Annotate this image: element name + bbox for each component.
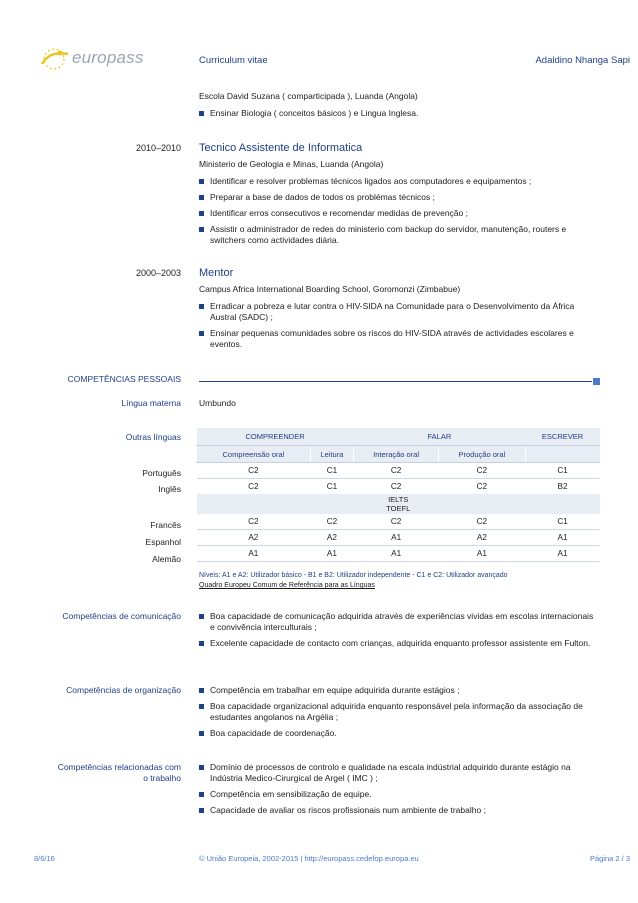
skill-bullets <box>199 762 599 821</box>
language-name: Alemão <box>152 554 181 564</box>
language-name: Inglês <box>158 484 181 494</box>
europass-logo-text: europass <box>72 48 144 67</box>
header-understand: COMPREENDER <box>197 428 354 446</box>
list-item: Competência em sensibilização de equipe. <box>199 789 599 800</box>
list-item: Identificar e resolver problemas técnicos ligados aos computadores e equipamentos ; <box>199 176 599 187</box>
certificate-row <box>197 494 601 514</box>
list-item: Boa capacidade organizacional adquirida enquanto responsável pela informação da associação de estudantes angolanos na Argélia ; <box>199 701 599 723</box>
list-item: Ensinar Biologia ( conceitos básicos ) e Lingua Inglesa. <box>199 108 599 119</box>
header-production: Produção oral <box>439 446 526 463</box>
job-title: Mentor <box>199 267 234 279</box>
table-row: A2 A2 A1 A2 A1 <box>197 530 601 546</box>
job-title: Tecnico Assistente de Informatica <box>199 142 363 154</box>
experience-date: 2010–2010 <box>135 143 181 153</box>
mother-tongue-label: Língua materna <box>121 398 181 408</box>
europass-logo <box>34 44 144 74</box>
framework-link[interactable]: Quadro Europeu Comum de Referência para as Línguas <box>199 582 375 589</box>
section-marker-icon <box>593 378 600 385</box>
list-item: Assistir o administrador de redes do ministerio com backup do servidor, manutenção, routers e switchers como actividades diária. <box>199 224 599 246</box>
experience-org: Ministerio de Geologia e Minas, Luanda (Angola) <box>199 159 384 169</box>
language-name: Espanhol <box>145 537 181 547</box>
table-row: C2 C1 C2 C2 C1 <box>197 463 601 479</box>
doc-title: Curriculum vitae <box>199 55 268 66</box>
levels-note: Níveis: A1 e A2: Utilizador básico - B1 e B2: Utilizador independente - C1 e C2: Utilizador avançado <box>199 572 508 579</box>
list-item: Boa capacidade de coordenação. <box>199 728 599 739</box>
table-header-row <box>197 428 601 446</box>
other-languages-label: Outras línguas <box>125 432 181 442</box>
experience-org: Campus Africa International Boarding School, Goromonzi (Zimbabue) <box>199 284 461 294</box>
list-item: Ensinar pequenas comunidades sobre os riscos do HIV-SIDA através de actividades escolares e eventos. <box>199 328 599 350</box>
header-speak: FALAR <box>354 428 526 446</box>
list-item: Capacidade de avaliar os riscos profissionais num ambiente de trabalho ; <box>199 805 599 816</box>
mother-tongue-value: Umbundo <box>199 398 236 408</box>
list-item: Identificar erros consecutivos e recomendar medidas de prevenção ; <box>199 208 599 219</box>
experience-bullets <box>199 301 599 355</box>
certificate: IELTS <box>388 495 409 504</box>
skill-label: Competências relacionadas com o trabalho <box>57 762 181 783</box>
header-reading: Leitura <box>310 446 353 463</box>
header-listening: Compreensão oral <box>197 446 311 463</box>
certificate: TOEFL <box>386 504 411 513</box>
language-table <box>196 428 600 562</box>
header-interaction: Interação oral <box>354 446 439 463</box>
header-write: ESCREVER <box>525 428 600 446</box>
table-subheader-row <box>197 446 601 463</box>
list-item: Erradicar a pobreza e lutar contra o HIV-SIDA na Comunidade para o Desenvolvimento da África Austral (SADC) ; <box>199 301 599 323</box>
language-name: Português <box>142 468 181 478</box>
language-name: Francês <box>150 520 181 530</box>
list-item: Domínio de processos de controlo e qualidade na escala indústrial adquirido durante estágio na Indústria Medico-Cirurgical de Argel ( IMC ) ; <box>199 762 599 784</box>
footer-date: 8/6/16 <box>34 854 55 863</box>
list-item: Boa capacidade de comunicação adquirida através de experiências vividas em escolas internacionais e convivência interculturais ; <box>199 611 599 633</box>
footer-copyright[interactable]: © União Europeia, 2002-2015 | http://europass.cedefop.europa.eu <box>199 854 419 863</box>
footer-page: Página 2 / 3 <box>589 854 630 863</box>
list-item: Excelente capacidade de contacto com crianças, adquirida enquanto professor assistente em Fulton. <box>199 638 599 649</box>
experience-bullets <box>199 176 599 251</box>
experience-top-bullets <box>199 108 599 124</box>
skill-label: Competências de organização <box>66 685 181 695</box>
list-item: Preparar a base de dados de todos os problémas técnicos ; <box>199 192 599 203</box>
europass-stars-icon <box>34 44 74 74</box>
skill-bullets <box>199 685 599 744</box>
table-row: C2 C2 C2 C2 C1 <box>197 514 601 530</box>
table-row: A1 A1 A1 A1 A1 <box>197 546 601 562</box>
section-title-personal-skills: COMPETÊNCIAS PESSOAIS <box>67 374 181 384</box>
person-name: Adaldino Nhanga Sapi <box>535 55 630 66</box>
experience-org: Escola David Suzana ( comparticipada ), Luanda (Angola) <box>199 91 418 101</box>
table-row: C2 C1 C2 C2 B2 <box>248 482 568 491</box>
skill-label: Competências de comunicação <box>62 611 181 621</box>
skill-bullets <box>199 611 599 654</box>
experience-date: 2000–2003 <box>135 268 181 278</box>
section-divider <box>199 381 592 382</box>
list-item: Competência em trabalhar em equipe adquirida durante estágios ; <box>199 685 599 696</box>
